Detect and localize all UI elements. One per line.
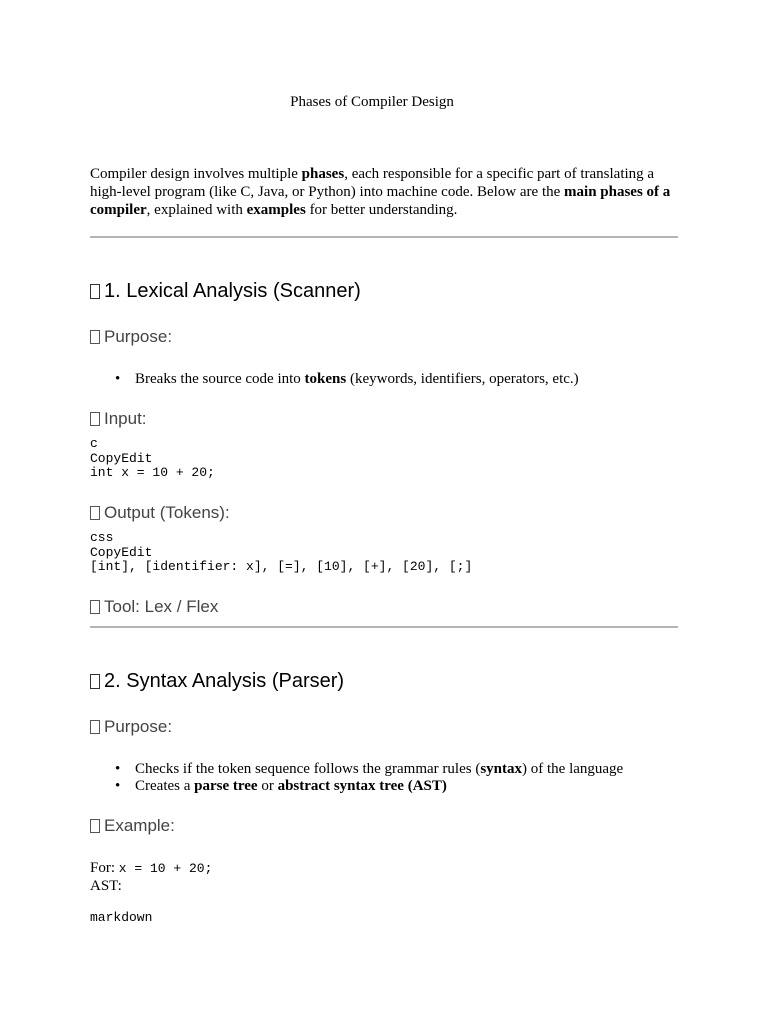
section2-ast-label: AST: — [90, 878, 122, 894]
box-glyph-icon — [90, 720, 100, 734]
section2-purpose-heading: Purpose: — [90, 717, 172, 737]
section1-purpose-heading: Purpose: — [90, 327, 172, 347]
box-glyph-icon — [90, 600, 100, 614]
box-glyph-icon — [90, 506, 100, 520]
section1-heading: 1. Lexical Analysis (Scanner) — [90, 280, 361, 303]
list-item: • Creates a parse tree or abstract syntax tree (AST) — [135, 778, 695, 795]
section1-output-heading: Output (Tokens): — [90, 503, 230, 523]
list-item: • Checks if the token sequence follows the grammar rules (syntax) of the language — [135, 761, 695, 778]
box-glyph-icon — [90, 330, 100, 344]
section1-input-code: c CopyEdit int x = 10 + 20; — [90, 436, 215, 480]
box-glyph-icon — [90, 412, 100, 426]
section2-example-for: For: x = 10 + 20; — [90, 860, 213, 876]
box-glyph-icon — [90, 819, 100, 833]
section2-purpose-list — [90, 761, 695, 795]
page-title: Phases of Compiler Design — [290, 94, 454, 110]
section2-example-heading: Example: — [90, 816, 175, 836]
section1-tool-heading: Tool: Lex / Flex — [90, 597, 218, 617]
copy-edit-label[interactable]: CopyEdit — [90, 450, 153, 466]
section2-heading: 2. Syntax Analysis (Parser) — [90, 670, 344, 693]
section1-output-code: css CopyEdit [int], [identifier: x], [=], [10], [+], [20], [;] — [90, 530, 473, 574]
divider — [90, 236, 678, 238]
copy-edit-label[interactable]: CopyEdit — [90, 544, 153, 560]
list-item: • Breaks the source code into tokens (keywords, identifiers, operators, etc.) — [135, 371, 695, 388]
section2-code-lang: markdown — [90, 910, 153, 925]
section1-purpose-list — [90, 371, 695, 388]
divider — [90, 626, 678, 628]
section1-input-heading: Input: — [90, 409, 147, 429]
intro-paragraph: Compiler design involves multiple phases, each responsible for a specific part of translating a high-level program (like C, Java, or Python) into machine code. Below are the main phases of a compiler, explained with examples for better understanding. — [90, 166, 671, 218]
box-glyph-icon — [90, 674, 100, 689]
box-glyph-icon — [90, 284, 100, 299]
